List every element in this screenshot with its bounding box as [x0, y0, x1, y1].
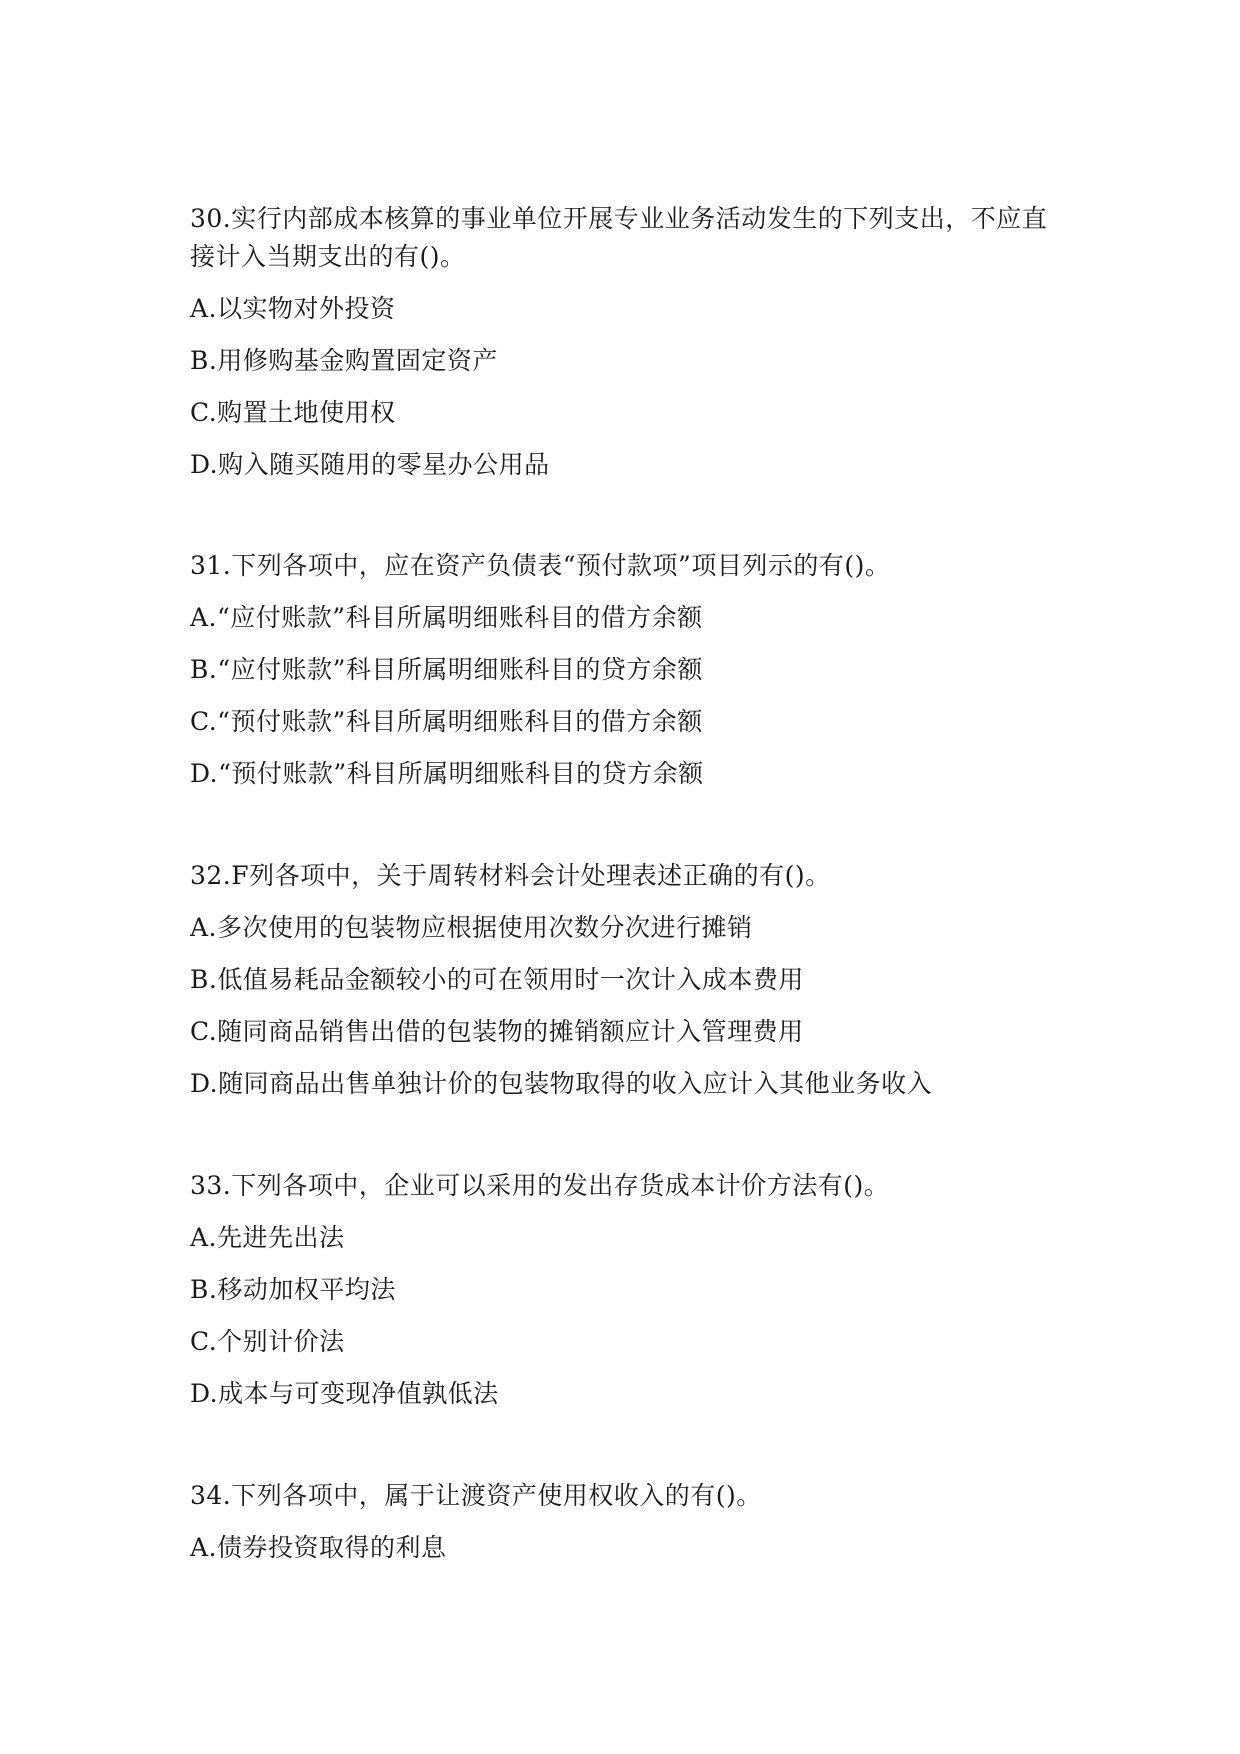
- option-b: B.用修购基金购置固定资产: [190, 346, 498, 375]
- question-32: [190, 857, 1070, 1117]
- question-stem: 33.下列各项中，企业可以采用的发出存货成本计价方法有()。: [190, 1171, 890, 1200]
- option-a: A.多次使用的包装物应根据使用次数分次进行摊销: [190, 913, 753, 942]
- option-a: A.“应付账款”科目所属明细账科目的借方余额: [190, 603, 703, 632]
- option-c: C.购置土地使用权: [190, 398, 396, 427]
- option-d: D.随同商品出售单独计价的包装物取得的收入应计入其他业务收入: [190, 1069, 933, 1098]
- option-d: D.购入随买随用的零星办公用品: [190, 450, 550, 479]
- option-d: D.“预付账款”科目所属明细账科目的贷方余额: [190, 759, 704, 788]
- option-a: A.先进先出法: [190, 1223, 345, 1252]
- question-stem: 30.实行内部成本核算的事业单位开展专业业务活动发生的下列支出，不应直接计入当期支出的有()。: [190, 204, 1048, 271]
- option-a: A.以实物对外投资: [190, 294, 396, 323]
- option-b: B.移动加权平均法: [190, 1275, 396, 1304]
- option-c: C.随同商品销售出借的包装物的摊销额应计入管理费用: [190, 1017, 804, 1046]
- option-c: C.“预付账款”科目所属明细账科目的借方余额: [190, 707, 703, 736]
- question-stem: 34.下列各项中，属于让渡资产使用权收入的有()。: [190, 1481, 762, 1510]
- question-31: [190, 547, 1070, 807]
- option-a: A.债券投资取得的利息: [190, 1533, 447, 1562]
- question-stem: 32.F列各项中，关于周转材料会计处理表述正确的有()。: [190, 861, 831, 890]
- option-b: B.“应付账款”科目所属明细账科目的贷方余额: [190, 655, 703, 684]
- option-d: D.成本与可变现净值孰低法: [190, 1379, 499, 1408]
- question-stem: 31.下列各项中，应在资产负债表“预付款项”项目列示的有()。: [190, 551, 891, 580]
- option-c: C.个别计价法: [190, 1327, 345, 1356]
- option-b: B.低值易耗品金额较小的可在领用时一次计入成本费用: [190, 965, 804, 994]
- question-33: [190, 1167, 1070, 1427]
- question-34: [190, 1477, 1070, 1581]
- question-30: [190, 200, 1070, 498]
